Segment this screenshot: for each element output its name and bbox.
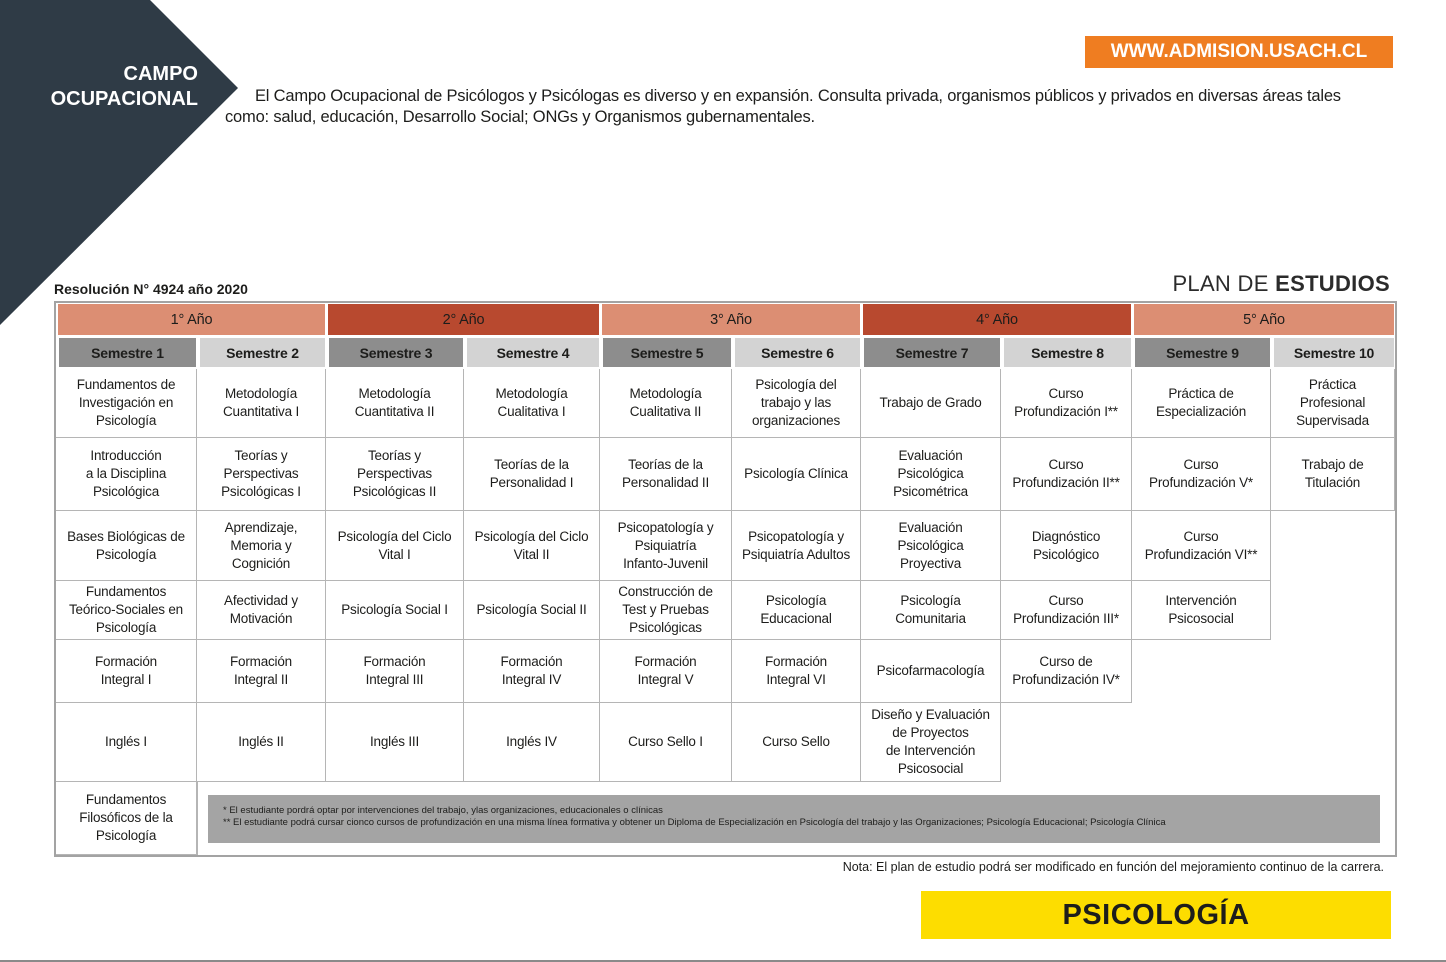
course-cell: Formación Integral VI <box>732 640 861 703</box>
plan-note: Nota: El plan de estudio podrá ser modificado en función del mejoramiento continuo de la carrera. <box>842 860 1384 874</box>
year-header: 4° Año <box>863 304 1131 335</box>
course-cell: Curso Profundización VI** <box>1132 511 1271 581</box>
course-cell: Teorías de la Personalidad I <box>464 438 600 511</box>
section-title <box>18 62 198 112</box>
footnote-2: ** El estudiante podrá cursar cionco cursos de profundización en una misma línea formativa y obtener un Diploma de Especialización en Psicología del trabajo y las Organizaciones; Psicología Educacional; Psicología Clínica <box>223 817 1166 828</box>
course-cell: Psicología Educacional <box>732 581 861 640</box>
course-cell: Evaluación Psicológica Proyectiva <box>861 511 1001 581</box>
course-cell: Curso Profundización V* <box>1132 438 1271 511</box>
course-cell: Inglés I <box>56 703 197 782</box>
course-cell: Afectividad y Motivación <box>197 581 326 640</box>
course-cell: Psicología Social I <box>326 581 464 640</box>
semester-header: Semestre 10 <box>1274 338 1394 367</box>
year-header: 5° Año <box>1134 304 1394 335</box>
course-cell: Inglés II <box>197 703 326 782</box>
career-badge: PSICOLOGÍA <box>921 891 1391 939</box>
course-cell: Bases Biológicas de Psicología <box>56 511 197 581</box>
course-cell: Curso Sello I <box>600 703 732 782</box>
course-cell: Evaluación Psicológica Psicométrica <box>861 438 1001 511</box>
semester-header: Semestre 5 <box>603 338 731 367</box>
semester-header: Semestre 9 <box>1135 338 1270 367</box>
course-cell: Teorías y Perspectivas Psicológicas I <box>197 438 326 511</box>
section-title-line2: OCUPACIONAL <box>50 88 198 110</box>
course-cell: Diagnóstico Psicológico <box>1001 511 1132 581</box>
course-cell: Metodología Cualitativa II <box>600 369 732 438</box>
course-cell: Psicología Comunitaria <box>861 581 1001 640</box>
course-cell: Formación Integral V <box>600 640 732 703</box>
year-header: 1° Año <box>58 304 325 335</box>
course-cell: Diseño y Evaluación de Proyectos de Intervención Psicosocial <box>861 703 1001 782</box>
course-cell: Inglés IV <box>464 703 600 782</box>
course-cell: Curso de Profundización IV* <box>1001 640 1132 703</box>
course-cell: Metodología Cualitativa I <box>464 369 600 438</box>
plan-title-bold: ESTUDIOS <box>1275 271 1390 296</box>
semester-header: Semestre 7 <box>864 338 1000 367</box>
course-cell: Fundamentos de Investigación en Psicología <box>56 369 197 438</box>
course-cell: Formación Integral I <box>56 640 197 703</box>
course-cell: Psicología Clínica <box>732 438 861 511</box>
course-cell: Trabajo de Titulación <box>1271 438 1395 511</box>
course-cell: Curso Profundización II** <box>1001 438 1132 511</box>
semester-header: Semestre 6 <box>735 338 860 367</box>
study-plan-table <box>54 301 1397 857</box>
course-cell: Práctica de Especialización <box>1132 369 1271 438</box>
course-cell: Psicología del Ciclo Vital II <box>464 511 600 581</box>
plan-title-light: PLAN DE <box>1172 271 1269 296</box>
semester-header: Semestre 1 <box>59 338 196 367</box>
footnotes <box>208 795 1380 843</box>
course-cell: Fundamentos Teórico-Sociales en Psicología <box>56 581 197 640</box>
course-cell: Aprendizaje, Memoria y Cognición <box>197 511 326 581</box>
course-cell: Formación Integral III <box>326 640 464 703</box>
course-cell: Trabajo de Grado <box>861 369 1001 438</box>
course-cell: Introducción a la Disciplina Psicológica <box>56 438 197 511</box>
course-cell: Psicología del Ciclo Vital I <box>326 511 464 581</box>
section-title-line1: CAMPO <box>123 63 198 85</box>
course-cell: Fundamentos Filosóficos de la Psicología <box>56 782 197 855</box>
course-cell: Intervención Psicosocial <box>1132 581 1271 640</box>
course-cell: Inglés III <box>326 703 464 782</box>
intro-text <box>225 86 1405 128</box>
course-cell: Formación Integral II <box>197 640 326 703</box>
year-header: 3° Año <box>602 304 860 335</box>
course-cell: Psicopatología y Psiquiatría Adultos <box>732 511 861 581</box>
intro-line-1: El Campo Ocupacional de Psicólogos y Psicólogas es diverso y en expansión. Consulta privada, organismos públicos y privados en diversas áreas tales <box>255 87 1341 105</box>
course-cell: Psicología del trabajo y las organizaciones <box>732 369 861 438</box>
course-cell: Psicopatología y Psiquiatría Infanto-Juvenil <box>600 511 732 581</box>
course-cell: Teorías de la Personalidad II <box>600 438 732 511</box>
course-cell: Formación Integral IV <box>464 640 600 703</box>
semester-header: Semestre 2 <box>200 338 325 367</box>
semester-header: Semestre 8 <box>1004 338 1131 367</box>
course-cell: Curso Profundización I** <box>1001 369 1132 438</box>
course-cell: Teorías y Perspectivas Psicológicas II <box>326 438 464 511</box>
footnote-1: * El estudiante pordrá optar por intervenciones del trabajo, ylas organizaciones, educacionales o clínicas <box>223 805 663 816</box>
plan-title <box>1172 271 1390 297</box>
course-cell: Curso Profundización III* <box>1001 581 1132 640</box>
semester-header: Semestre 3 <box>329 338 463 367</box>
year-header: 2° Año <box>328 304 599 335</box>
course-cell: Práctica Profesional Supervisada <box>1271 369 1395 438</box>
resolution-label: Resolución N° 4924 año 2020 <box>54 281 248 297</box>
course-cell: Construcción de Test y Pruebas Psicológicas <box>600 581 732 640</box>
admission-url[interactable]: WWW.ADMISION.USACH.CL <box>1085 36 1393 68</box>
intro-line-2: como: salud, educación, Desarrollo Social; ONGs y Organismos gubernamentales. <box>225 108 815 126</box>
course-cell: Psicología Social II <box>464 581 600 640</box>
semester-header: Semestre 4 <box>467 338 599 367</box>
course-cell: Metodología Cuantitativa II <box>326 369 464 438</box>
course-cell: Metodología Cuantitativa I <box>197 369 326 438</box>
course-cell: Curso Sello <box>732 703 861 782</box>
course-cell: Psicofarmacología <box>861 640 1001 703</box>
table-rule <box>197 782 198 855</box>
